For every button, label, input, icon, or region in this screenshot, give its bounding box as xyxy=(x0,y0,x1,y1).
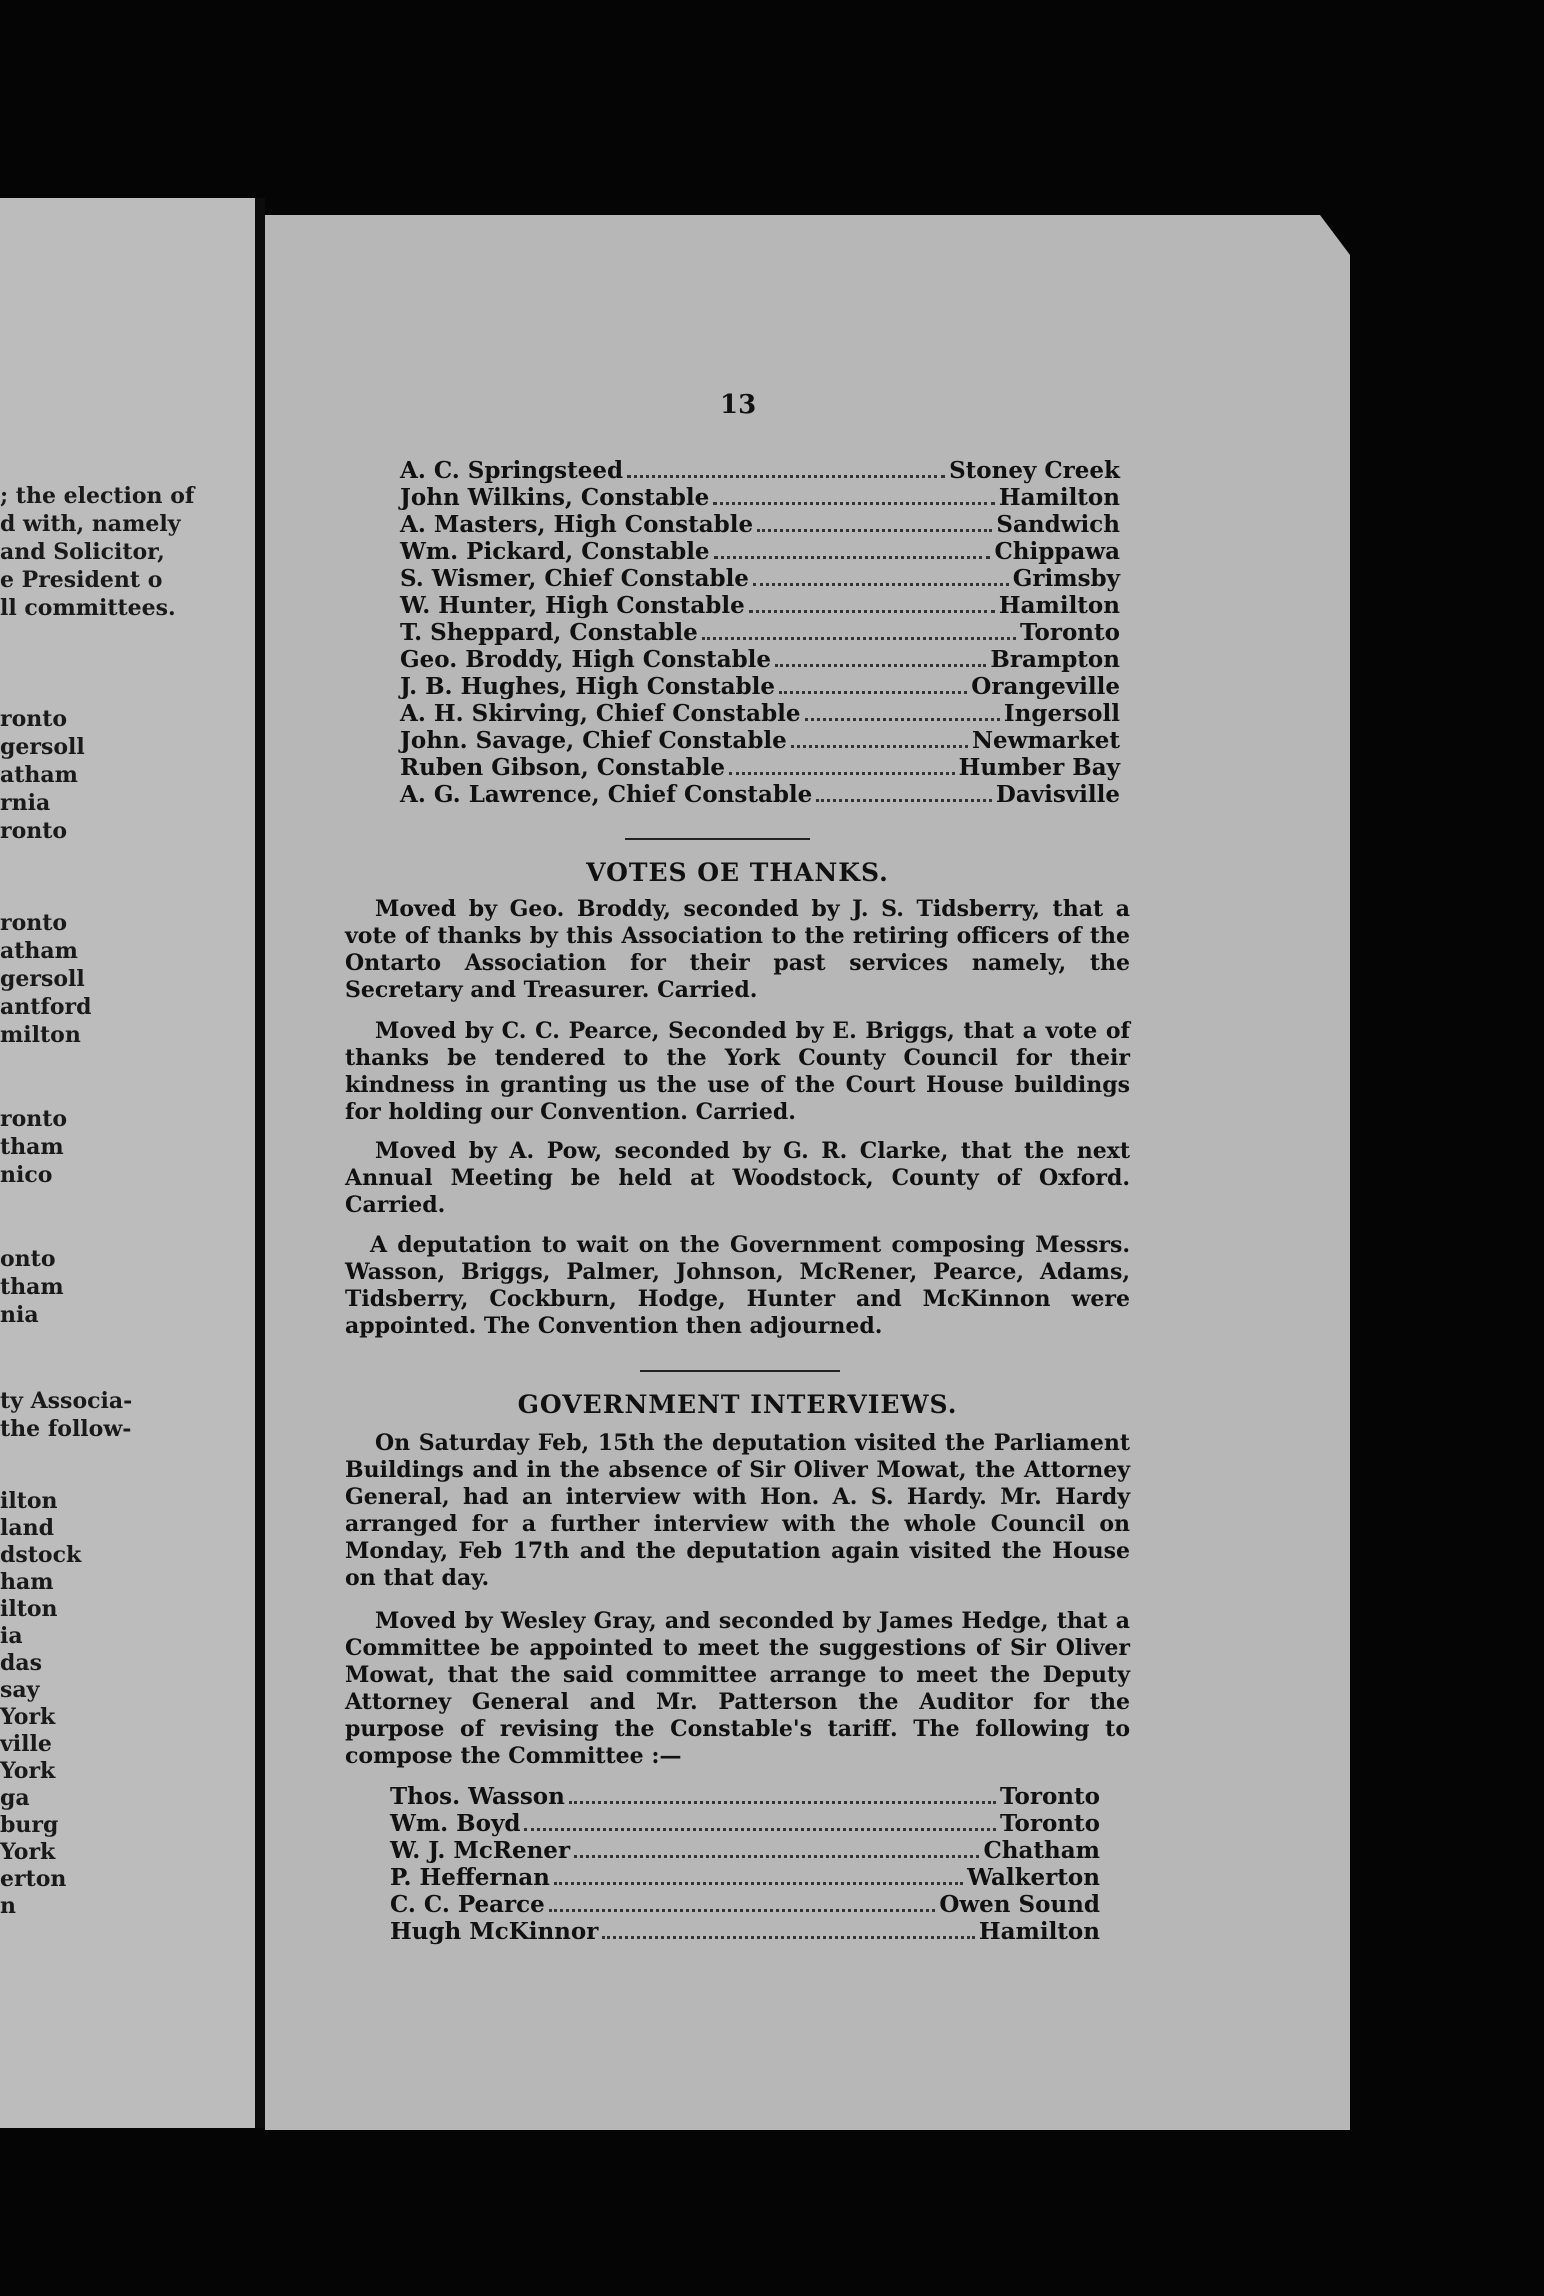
left-fragment: atham xyxy=(0,762,78,788)
place-name: Sandwich xyxy=(996,511,1120,538)
place-name: Humber Bay xyxy=(958,754,1120,781)
leader-dots xyxy=(757,529,992,532)
place-name: Ingersoll xyxy=(1003,700,1120,727)
left-fragment: York xyxy=(0,1704,56,1730)
leader-dots xyxy=(549,1909,936,1912)
left-fragment: nia xyxy=(0,1302,39,1328)
leader-dots xyxy=(702,637,1016,640)
list-item xyxy=(400,457,1120,484)
leader-dots xyxy=(574,1855,979,1858)
person-name: W. Hunter, High Constable xyxy=(400,592,745,619)
place-name: Toronto xyxy=(1000,1783,1100,1810)
place-name: Toronto xyxy=(1020,619,1120,646)
list-item xyxy=(390,1783,1100,1810)
left-fragment: tham xyxy=(0,1274,64,1300)
left-fragment: York xyxy=(0,1758,56,1784)
left-fragment: ham xyxy=(0,1569,54,1595)
list-item xyxy=(400,727,1120,754)
place-name: Orangeville xyxy=(971,673,1120,700)
left-fragment: milton xyxy=(0,1022,81,1048)
person-name: John Wilkins, Constable xyxy=(400,484,710,511)
person-name: T. Sheppard, Constable xyxy=(400,619,698,646)
left-fragment: the follow- xyxy=(0,1416,132,1442)
government-paragraph: On Saturday Feb, 15th the deputation visited the Parliament Buildings and in the absence of Sir Oliver Mowat, the Attorney General, had an interview with Hon. A. S. Hardy. Mr. Hardy arranged for a further interview with the whole Council on Monday, Feb 17th and the deputation again visited the House on that day. xyxy=(345,1430,1130,1591)
left-page xyxy=(0,198,255,2128)
place-name: Hamilton xyxy=(998,484,1120,511)
leader-dots xyxy=(713,502,995,505)
votes-paragraph: A deputation to wait on the Government composing Messrs. Wasson, Briggs, Palmer, Johnson, McRener, Pearce, Adams, Tidsberry, Cockburn, Hodge, Hunter and McKinnon were appointed. The Convention then adjourned. xyxy=(345,1232,1130,1339)
votes-title: VOTES OE THANKS. xyxy=(586,858,889,887)
list-item xyxy=(400,754,1120,781)
list-item xyxy=(390,1918,1100,1945)
left-fragment: antford xyxy=(0,994,92,1020)
person-name: J. B. Hughes, High Constable xyxy=(400,673,775,700)
left-fragment: gersoll xyxy=(0,966,85,992)
place-name: Toronto xyxy=(1000,1810,1100,1837)
left-fragment: burg xyxy=(0,1812,59,1838)
place-name: Hamilton xyxy=(998,592,1120,619)
left-fragment: ville xyxy=(0,1731,52,1757)
place-name: Chatham xyxy=(983,1837,1100,1864)
left-fragment: ronto xyxy=(0,1106,68,1132)
left-fragment: d with, namely xyxy=(0,511,181,537)
place-name: Walkerton xyxy=(967,1864,1100,1891)
left-fragment: ty Associa- xyxy=(0,1388,133,1414)
list-item xyxy=(400,673,1120,700)
government-title: GOVERNMENT INTERVIEWS. xyxy=(517,1390,958,1419)
left-fragment: land xyxy=(0,1515,54,1541)
votes-paragraph: Moved by Geo. Broddy, seconded by J. S. Tidsberry, that a vote of thanks by this Association to the retiring officers of the Ontarto Association for their past services namely, the Secretary and Treasurer. Carried. xyxy=(345,896,1130,1003)
left-fragment: ronto xyxy=(0,818,68,844)
left-fragment: ; the election of xyxy=(0,483,195,509)
list-item xyxy=(400,484,1120,511)
left-fragment: onto xyxy=(0,1246,56,1272)
person-name: A. H. Skirving, Chief Constable xyxy=(400,700,801,727)
page-gutter xyxy=(255,198,265,2128)
left-fragment: dstock xyxy=(0,1542,82,1568)
section-divider xyxy=(640,1370,840,1372)
leader-dots xyxy=(554,1882,963,1885)
leader-dots xyxy=(779,691,967,694)
person-name: S. Wismer, Chief Constable xyxy=(400,565,749,592)
place-name: Chippawa xyxy=(994,538,1120,565)
page-corner xyxy=(1320,215,1350,255)
left-fragment: n xyxy=(0,1893,16,1919)
list-item xyxy=(400,538,1120,565)
left-fragment: ll committees. xyxy=(0,595,176,621)
constable-list xyxy=(400,457,1120,808)
committee-list xyxy=(390,1783,1100,1945)
left-fragment: nico xyxy=(0,1162,53,1188)
list-item xyxy=(390,1837,1100,1864)
list-item xyxy=(400,592,1120,619)
leader-dots xyxy=(753,583,1009,586)
leader-dots xyxy=(791,745,968,748)
person-name: W. J. McRener xyxy=(390,1837,571,1864)
place-name: Hamilton xyxy=(978,1918,1100,1945)
person-name: Thos. Wasson xyxy=(390,1783,565,1810)
left-fragment: atham xyxy=(0,938,78,964)
page-number: 13 xyxy=(720,390,757,420)
place-name: Davisville xyxy=(995,781,1120,808)
left-fragment: say xyxy=(0,1677,40,1703)
list-item xyxy=(400,646,1120,673)
votes-paragraph: Moved by C. C. Pearce, Seconded by E. Briggs, that a vote of thanks be tendered to the York County Council for their kindness in granting us the use of the Court House buildings for holding our Convention. Carried. xyxy=(345,1018,1130,1125)
place-name: Brampton xyxy=(990,646,1120,673)
list-item xyxy=(400,700,1120,727)
leader-dots xyxy=(602,1936,975,1939)
left-fragment: gersoll xyxy=(0,734,85,760)
person-name: A. G. Lawrence, Chief Constable xyxy=(400,781,813,808)
leader-dots xyxy=(729,772,955,775)
leader-dots xyxy=(569,1801,996,1804)
leader-dots xyxy=(816,799,992,802)
person-name: Geo. Broddy, High Constable xyxy=(400,646,772,673)
left-fragment: ia xyxy=(0,1623,23,1649)
list-item xyxy=(390,1891,1100,1918)
leader-dots xyxy=(775,664,986,667)
person-name: Ruben Gibson, Constable xyxy=(400,754,726,781)
person-name: Hugh McKinnor xyxy=(390,1918,599,1945)
person-name: A. Masters, High Constable xyxy=(400,511,754,538)
person-name: A. C. Springsteed xyxy=(400,457,624,484)
list-item xyxy=(400,565,1120,592)
leader-dots xyxy=(805,718,1000,721)
list-item xyxy=(390,1810,1100,1837)
left-fragment: rnia xyxy=(0,790,51,816)
left-fragment: and Solicitor, xyxy=(0,539,165,565)
person-name: P. Heffernan xyxy=(390,1864,550,1891)
left-fragment: ronto xyxy=(0,706,68,732)
leader-dots xyxy=(749,610,995,613)
person-name: John. Savage, Chief Constable xyxy=(400,727,787,754)
person-name: Wm. Pickard, Constable xyxy=(400,538,710,565)
list-item xyxy=(400,511,1120,538)
leader-dots xyxy=(714,556,991,559)
left-fragment: das xyxy=(0,1650,43,1676)
left-fragment: ronto xyxy=(0,910,68,936)
left-fragment: ilton xyxy=(0,1596,58,1622)
section-divider xyxy=(625,838,810,840)
left-fragment: tham xyxy=(0,1134,64,1160)
list-item xyxy=(390,1864,1100,1891)
government-paragraph: Moved by Wesley Gray, and seconded by James Hedge, that a Committee be appointed to meet the suggestions of Sir Oliver Mowat, that the said committee arrange to meet the Deputy Attorney General and Mr. Patterson the Auditor for the purpose of revising the Constable's tariff. The following to compose the Committee :— xyxy=(345,1608,1130,1769)
left-fragment: ilton xyxy=(0,1488,58,1514)
person-name: Wm. Boyd xyxy=(390,1810,521,1837)
place-name: Newmarket xyxy=(971,727,1120,754)
person-name: C. C. Pearce xyxy=(390,1891,545,1918)
leader-dots xyxy=(627,475,945,478)
list-item xyxy=(400,781,1120,808)
place-name: Stoney Creek xyxy=(949,457,1120,484)
votes-paragraph: Moved by A. Pow, seconded by G. R. Clarke, that the next Annual Meeting be held at Woodstock, County of Oxford. Carried. xyxy=(345,1138,1130,1218)
left-fragment: ga xyxy=(0,1785,30,1811)
list-item xyxy=(400,619,1120,646)
left-fragment: York xyxy=(0,1839,56,1865)
place-name: Grimsby xyxy=(1012,565,1120,592)
leader-dots xyxy=(524,1828,996,1831)
left-fragment: e President o xyxy=(0,567,163,593)
left-fragment: erton xyxy=(0,1866,67,1892)
place-name: Owen Sound xyxy=(939,1891,1100,1918)
